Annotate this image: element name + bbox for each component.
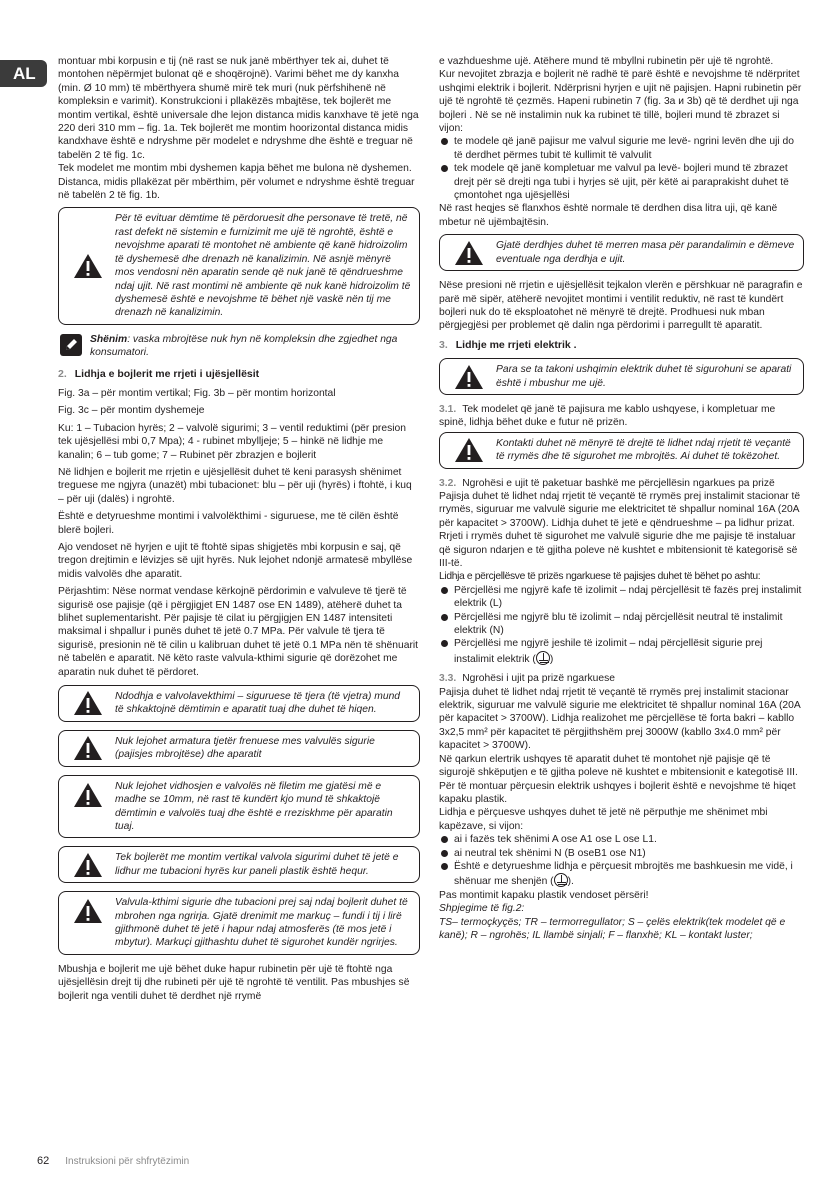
- paragraph: Pajisja duhet të lidhet ndaj rrjetit të veçantë të rrymës prej instalimit stacionar elektrik, siguruar me valvulë sigurie me elektricitet të shpallur nominal 16A (20A për kapacitet > 3700W). Lidhja realizohet me përcjellëse të forta bakri – kabllo 3x2,5 mm² për kapacitet të përgjithshëm prej 3000W (kabllo 3x4.0 mm² për kapacitet > 3700W).: [439, 686, 801, 752]
- bullet-item: Është e detyrueshme lidhja e përçuesit mbrojtës me bashkuesin me vidë, i shënuar me shenjën ( ).: [439, 860, 804, 889]
- note-label: Shënim: [90, 333, 128, 345]
- warning-text: Nuk lejohet armatura tjetër frenuese mes valvulës sigurie (pajisjes mbrojtëse) dhe aparatit: [115, 735, 375, 761]
- note-text: : vaska mbrojtëse nuk hyn në kompleksin dhe zgjedhet nga konsumatori.: [90, 333, 398, 359]
- bullet-item: ai i fazës tek shënimi A ose A1 ose L ose L1.: [439, 833, 804, 846]
- figure-legend: Ku: 1 – Tubacion hyrës; 2 – valvolë sigurimi; 3 – ventil reduktimi (për presion tek ujësjellësi mbi 0,7 Mpa); 4 - rubinet mbylljeje; 5 – hinkë në lidhje me kanalin; 6 – tub gome; 7 – Rubinet për zbrazjen e bojlerit: [58, 422, 406, 461]
- warning-box: [439, 432, 804, 469]
- warning-text: Kontakti duhet në mënyrë të drejtë të lidhet ndaj rrjetit të veçantë të rrymës dhe të sigurohet me mbrojtës. Ai duhet të tokëzohet.: [496, 437, 791, 463]
- paragraph: e vazhdueshme ujë. Atëhere mund të mbyllni rubinetin për ujë të ngrohtë.: [439, 56, 774, 67]
- fig-reference: Fig. 3a – për montim vertikal; Fig. 3b – për montim horizontal: [58, 387, 336, 399]
- page-footer: [37, 1155, 189, 1167]
- section-heading: 3. Lidhje me rrjeti elektrik .: [439, 338, 577, 351]
- subsection-3-1: 3.1. Tek modelet që janë të pajisura me kablo ushqyese, i kompletuar me spinë, lidhja bëhet duke e futur në prizën.: [439, 403, 776, 429]
- footer-title: Instruksioni për shfrytëzimin: [65, 1156, 190, 1167]
- ground-symbol-icon: [536, 651, 550, 665]
- section-heading: 2. Lidhja e bojlerit me rrjeti i ujësjellësit: [58, 367, 260, 380]
- left-column: [58, 55, 420, 1003]
- fig-reference: Fig. 3c – për montim dyshemeje: [58, 405, 205, 417]
- language-tab: AL: [0, 60, 47, 87]
- bullet-item: Përcjellësi me ngjyrë blu të izolimit – ndaj përcjellësit neutral të instalimit elektrik (N): [439, 611, 804, 638]
- warning-icon: [73, 253, 103, 279]
- warning-icon: [73, 852, 103, 878]
- warning-text: Për të evituar dëmtime të përdoruesit dhe personave të tretë, në rast defekt në sistemin e furnizimit me ujë të ngrohtë, është e nevojshme aparati të montohet në ambiente që kanë hidroizolim të dyshemesë dhe drenazh në kanalizimin. Në asnjë mënyrë mos vendosni nën aparatin sende që nuk janë të qëndrueshme ndaj ujit. Në rast montimi në ambiente që nuk kanë hidroizolim të dyshemesë është e nevojshme të bëhet një vaskë nën tij me drenazh në kanalizimin.: [115, 213, 411, 319]
- paragraph: Pas montimit kapaku plastik vendoset përsëri!: [439, 889, 649, 901]
- paragraph: Në qarkun elertrik ushqyes të aparatit duhet të montohet një pajisje që të sigurojë shkëputjen e të gjitha poleve në kushtet e mbitensionit e kategotisë III.: [439, 753, 798, 779]
- warning-icon: [454, 240, 484, 266]
- paragraph: Lidhja e përcjellësve të prizës ngarkuese të pajisjes duhet të bëhet po ashtu:: [439, 571, 761, 583]
- warning-text: Valvula-kthimi sigurie dhe tubacioni prej saj ndaj bojlerit duhet të mbrohen nga ngrirja. Gjatë drenimit me markuç – fundi i tij i lirë gjithmonë duhet të jetë i hapur ndaj atmosferës (të mos jetë i mbytur). Markuçi gjithashtu duhet të sigurohet kundër ngrirjes.: [115, 897, 408, 949]
- page-number: 62: [37, 1155, 50, 1167]
- bullet-item: te modele që janë pajisur me valvul sigurie me levë- ngrini levën dhe uji do të derdhet përmes tubit të kullimit të valvulit: [439, 135, 804, 162]
- bullet-item: tek modele që janë kompletuar me valvul pa levë- bojleri mund të zbrazet drejt për së drejti nga tubi i hyrjes së ujit, për këtë ai paraprakisht duhet të çmontohet nga ujësjellësi: [439, 162, 804, 202]
- warning-icon: [73, 735, 103, 761]
- pencil-note-icon: [60, 334, 82, 356]
- warning-text: Gjatë derdhjes duhet të merren masa për parandalimin e dëmeve eventuale nga derdhja e ujit.: [496, 240, 795, 265]
- warning-box: [58, 846, 420, 883]
- warning-text: Ndodhja e valvolavekthimi – siguruese të tjera (të vjetra) mund të shkaktojnë dëmtimin e aparatit tuaj dhe duhet të hiqen.: [115, 691, 401, 716]
- warning-icon: [73, 782, 103, 808]
- paragraph: Lidhja e përçuesve ushqyes duhet të jetë në përputhje me shënimet mbi kapëzave, si vijon:: [439, 807, 768, 832]
- warning-text: Tek bojlerët me montim vertikal valvola sigurimi duhet të jetë e lidhur me tubacioni hyrës kur paneli plastik është hequr.: [115, 852, 399, 877]
- paragraph: Ajo vendoset në hyrjen e ujit të ftohtë sipas shigjetës mbi korpusin e saj, që tregon drejtimin e lëvizjes së ujit hyrës. Nuk lejohet ndonjë armatesë mbyllëse midis valvolës dhe aparatit.: [58, 542, 413, 580]
- warning-box: [439, 234, 804, 271]
- warning-box: [58, 730, 420, 767]
- paragraph: Në lidhjen e bojlerit me rrjetin e ujësjellësit duhet të keni parasysh shënimet treguese me ngjyra (unazët) mbi tubacionet: blu – për uji (hyrës) i ftohtë, i kuq – për uji (dalës) i ngrohtë.: [58, 466, 412, 505]
- warning-text: Para se ta takoni ushqimin elektrik duhet të sigurohuni se aparati është i mbushur me ujë.: [496, 364, 792, 389]
- legend-text: TS– termoçkyçës; TR – termorregullator; S – çelës elektrik(tek modelet që e kanë); R – ngrohës; IL llambë sinjali; F – flanxhë; KL – kontakt luster;: [439, 916, 786, 941]
- paragraph: Mbushja e bojlerit me ujë bëhet duke hapur rubinetin për ujë të ftohtë nga ujësjellësin drejt tij dhe rubineti për ujë të ngrohtë të ventilit. Pas mbushjes së bojlerit nga ventili duhet të derdhet një rrymë: [58, 963, 410, 1002]
- bullet-item: ai neutral tek shënimi N (B oseB1 ose N1): [439, 847, 804, 860]
- paragraph: Tek modelet me montim mbi dyshemen kapja bëhet me bulona në dyshemen.: [58, 163, 412, 175]
- paragraph: Distanca, midis pllakëzat për mbërthim, për volumet e ndryshme është treguar në tabelën 2 të fig. 1b.: [58, 176, 415, 202]
- warning-icon: [454, 364, 484, 390]
- warning-icon: [454, 437, 484, 463]
- warning-text: Nuk lejohet vidhosjen e valvolës në filetim me gjatësi më e madhe se 10mm, në rast të kundërt kjo mund të shkaktojë dëmtimin e valvolës tuaj dhe është e rreziskhme për aparatin tuaj.: [115, 780, 393, 832]
- legend-title: Shpjegime të fig.2:: [439, 903, 525, 915]
- warning-box: [58, 891, 420, 955]
- warning-box: [439, 358, 804, 395]
- warning-icon: [73, 690, 103, 716]
- bullet-item: Përcjellësi me ngjyrë jeshile të izolimit – ndaj përcjellësit sigurie prej instalimit elektrik ( ): [439, 637, 804, 666]
- warning-box: [58, 685, 420, 722]
- right-column: [439, 55, 804, 942]
- paragraph: Në rast heqjes së flanxhos është normale të derdhen disa litra uji, që kanë mbetur në ujëmbajtësin.: [439, 203, 778, 228]
- paragraph: Për të montuar përçuesin elektrik ushqyes i bojlerit është e nevojshme të hiqet kapaku plastik.: [439, 780, 796, 805]
- warning-box: [58, 207, 420, 324]
- paragraph: Kur nevojitet zbrazja e bojlerit në radhë të parë është e nevojshme të ndërpritet ushqimi elektrik i bojlerit. Ndërprisni hyrjen e ujit në pajisjen. Hapni rubinetin për ujë të ngrohtë të çezmës. Hapeni rubinetin 7 (fig. 3a и 3b) që të derdhet uji nga bojleri . Në se në instalimin nuk ka rubinet të tillë, bojleri mund të zbrazet si vijon:: [439, 69, 802, 135]
- note-box: [58, 333, 420, 360]
- ground-symbol-icon: [554, 873, 568, 887]
- paragraph: Nëse presioni në rrjetin e ujësjellësit tejkalon vlerën e përshkuar në paragrafin e parë më sipër, atëherë nevojitet montimi i ventilit reduktiv, në rast të kundërt bojleri nuk do të eksploatohet në mënyrë të drejtë. Prodhuesi nuk mban përgjegjësi per problemet që dalin nga përdorimi i parregullt të aparatit.: [439, 280, 803, 332]
- subsection-3-3-title: 3.3. Ngrohësi i ujit pa prizë ngarkuese: [439, 673, 616, 685]
- subsection-3-2: 3.2. Ngrohësi e ujit të paketuar bashkë me përcjellësin ngarkues pa prizë Pajisja duhet të lidhet ndaj rrjetit të veçantë të rrymës prej instalimit stacionar të rrymës, siguruar me valvulë sigurie me elektricitet të shpallur nominal 16A (20A për kapacitet > 3700W). Lidhja duhet të jetë e qëndrueshme – pa lidhur prizat. Rrjeti i rrymës duhet të sigurohet me valvulë sigurie dhe me pajisje të instaluar që siguron ndarjen e të gjitha poleve në kushtet e mbitensionit të kategorisë së III-të.: [439, 477, 801, 569]
- paragraph: Është e detyrueshme montimi i valvolëkthimi - siguruese, me të cilën është blerë bojleri.: [58, 511, 399, 536]
- intro-paragraph: montuar mbi korpusin e tij (në rast se nuk janë mbërthyer tek ai, duhet të montohen nëpërmjet bulonat që e shoqërojnë). Varimi bëhet me dy kanxha (min. Ø 10 mm) të mbërthyera shumë mirë tek muri (nuk përfshihenë në kompleksin e varimit). Konstrukcioni i pllakëzës mbajtëse, tek bojlerët me montim vertikal, është universale dhe lejon distanca midis kanxhave të jetë nga 220 deri 310 mm – fig. 1a. Tek bojlerët me montim hoorizontal distanca midis kandxhave është e ndryshme për modelet e ndryshme dhe është e treguar në tabelën 2 të fig. 1c.: [58, 56, 419, 161]
- bullet-item: Përcjellësi me ngjyrë kafe të izolimit – ndaj përcjellësit të fazës prej instalimit elektrik (L): [439, 584, 804, 611]
- warning-icon: [73, 898, 103, 924]
- paragraph: Përjashtim: Nëse normat vendase kërkojnë përdorimin e valvuleve të tjerë të sigurisë ose pajisje (që i përgjigjet EN 1487 ose EN 1489), atëherë duhet ta blihet suplementarisht. Për pajisje të cilat iu përgjigjen EN 1487 intensiteti maksimal i shpallur i punës duhet të jetë 0.7 MPa. Për valvule të tjera të sigurisë, presionin në të cilin u kalibruan duhet të jetë 0.1 MPa nën të shënuarit në tabelën e aparatit. Në këto raste valvula-kthimi sigurie që dorëzohet me aparatin nuk duhet të përdoret.: [58, 586, 419, 678]
- warning-box: [58, 775, 420, 839]
